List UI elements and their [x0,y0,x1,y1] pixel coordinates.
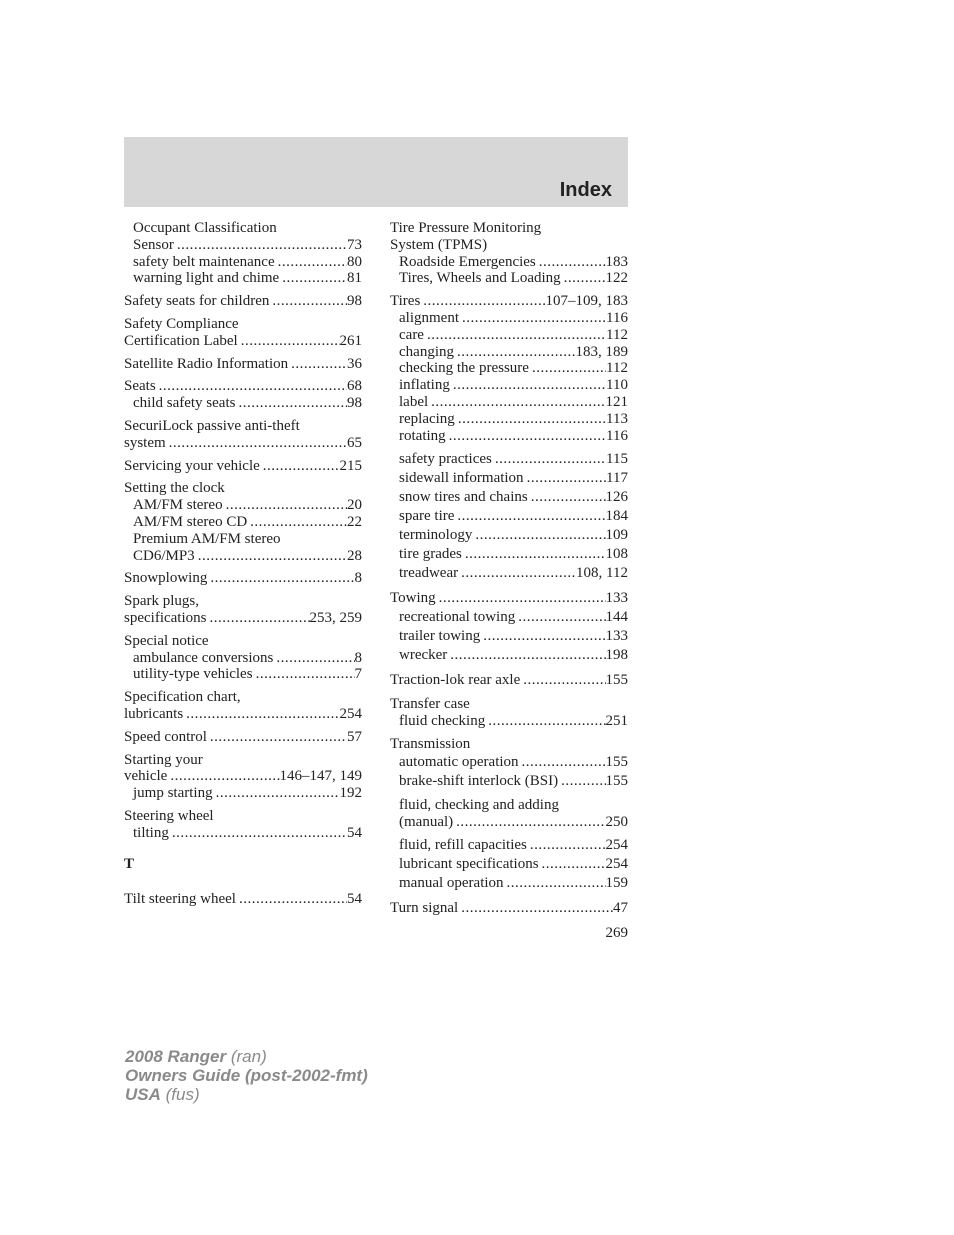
dot-leader [561,772,605,791]
index-term-text: inflating [399,377,450,394]
footer-guide: Owners Guide (post-2002-fmt) [125,1066,368,1085]
index-term: Tire Pressure Monitoring [390,220,542,236]
index-subentry [124,650,362,667]
index-term-text: Sensor [133,236,174,253]
index-entry [124,220,362,287]
index-term-text: automatic operation [399,753,519,770]
dot-leader [532,360,606,377]
index-term-text: specifications [124,609,207,626]
dot-leader [186,706,339,723]
index-subentry [390,488,628,507]
index-subentry [390,360,628,377]
dot-leader [291,356,347,373]
index-term-text: Turn signal [390,900,459,917]
dot-leader [475,526,605,545]
index-page-ref: 183 [605,253,628,270]
index-term-text: Seats [124,378,156,395]
dot-leader [427,327,606,344]
index-subentry [390,855,628,874]
index-term-text: Speed control [124,728,207,745]
index-page-ref: 121 [605,393,628,410]
index-subentry [124,785,362,802]
index-entry [124,729,362,746]
index-entry [124,689,362,723]
index-subentry [390,713,628,730]
index-term-text: Safety seats for children [124,293,270,310]
index-page-ref: 54 [347,890,362,907]
dot-leader [282,270,347,287]
dot-leader [458,411,606,428]
index-page-ref: 155 [605,672,628,689]
dot-leader [450,646,605,665]
dot-leader [449,428,606,445]
index-term [124,729,362,746]
index-term: Spark plugs, [124,593,199,610]
index-term-text: lubricants [124,705,184,722]
footer-model: 2008 Ranger [125,1047,227,1066]
dot-leader [527,469,606,488]
index-entry [390,696,628,730]
footer-line-2 [125,1066,368,1085]
index-term-text: spare tire [399,508,455,525]
index-term [124,610,362,627]
index-term-text: Servicing your vehicle [124,457,260,474]
index-subentry [124,270,362,287]
index-page-ref: 116 [606,427,628,444]
index-page-ref: 20 [347,497,362,514]
index-term [124,293,362,310]
index-subentry [124,497,362,514]
index-page-ref: 155 [605,753,628,770]
index-subentry [390,507,628,526]
dot-leader [483,627,605,646]
index-page-ref: 253, 259 [309,609,362,626]
dot-leader [250,514,347,531]
index-term-text: trailer towing [399,628,481,645]
dot-leader [542,855,606,874]
index-page-ref: 115 [606,451,628,468]
index-subentry [124,395,362,412]
index-page-ref: 113 [606,410,628,427]
dot-leader [210,570,354,587]
index-subentry [390,608,628,627]
index-term [124,891,362,908]
index-page-ref: 250 [605,813,628,830]
index-entry [124,570,362,587]
dot-leader [523,671,605,690]
index-term-text: wrecker [399,647,448,664]
index-page-ref: 108, 112 [576,565,628,582]
dot-leader [456,814,605,831]
index-term-text: Tires [390,293,421,310]
index-page-ref: 155 [605,772,628,789]
dot-leader [239,891,347,908]
dot-leader [169,435,347,452]
dot-leader [276,650,354,667]
dot-leader [209,610,309,627]
index-page-ref: 122 [605,270,628,287]
index-page-ref: 65 [347,434,362,451]
dot-leader [210,729,347,746]
index-column-left [124,220,362,913]
index-page-ref: 126 [605,489,628,506]
index-entry [124,633,362,683]
index-term-text: Snowplowing [124,570,208,587]
index-page-ref: 107–109, 183 [545,293,628,310]
index-header-band [124,137,628,207]
index-term-text: safety belt maintenance [133,253,275,270]
index-term-text: Tires, Wheels and Loading [399,270,561,287]
index-subentry [390,394,628,411]
index-term: Steering wheel [124,807,214,824]
dot-leader [488,713,605,730]
index-page-ref: 144 [605,609,628,626]
footer-model-code: (ran) [230,1047,267,1066]
index-subentry [124,514,362,531]
index-page-ref: 8 [354,570,362,587]
index-term-text: sidewall information [399,470,524,487]
index-page-ref: 54 [347,824,362,841]
index-term-text: Roadside Emergencies [399,253,536,270]
index-term [390,293,628,310]
dot-leader [465,545,606,564]
index-term-text: alignment [399,309,459,326]
index-term [390,671,628,690]
dot-leader [241,333,340,350]
index-page-ref: 36 [347,355,362,372]
index-term-text: AM/FM stereo [133,497,223,514]
index-subentry: Occupant Classification [133,220,277,236]
index-term [124,458,362,475]
index-page-ref: 183, 189 [575,343,628,360]
index-term-text: brake-shift interlock (BSI) [399,772,559,789]
index-entry [124,752,362,802]
page-number: 269 [605,925,628,941]
index-term: Special notice [124,632,209,649]
index-term-text: AM/FM stereo CD [133,513,248,530]
index-page-ref: 98 [347,395,362,412]
index-term: Setting the clock [124,480,225,497]
index-page-ref: 117 [606,470,628,487]
dot-leader [263,458,340,475]
index-term-text: checking the pressure [399,360,529,377]
index-term-text: child safety seats [133,395,236,412]
footer-region-code: (fus) [165,1085,200,1104]
index-subentry [390,627,628,646]
index-entry [124,316,362,350]
index-term-text: Satellite Radio Information [124,355,289,372]
dot-leader [177,237,347,254]
index-term-text: Certification Label [124,332,238,349]
index-page-ref: 47 [613,900,628,917]
dot-leader [238,395,347,412]
dot-leader [495,450,606,469]
index-term-text: Towing [390,590,436,607]
index-subentry [390,411,628,428]
index-term-text: label [399,393,429,410]
index-page-ref: 192 [339,785,362,802]
index-entry [124,293,362,310]
index-term-text: recreational towing [399,609,516,626]
dot-leader [439,589,606,608]
index-term-text: manual operation [399,875,504,892]
index-subentry [390,327,628,344]
index-column-right [390,220,628,924]
index-section-letter: T [124,855,135,872]
index-page-ref: 261 [339,332,362,349]
index-term-text: Tilt steering wheel [124,890,236,907]
dot-leader [539,254,606,271]
index-subentry [390,344,628,361]
index-term: Specification chart, [124,689,241,706]
index-page-ref: 73 [347,236,362,253]
index-page-ref: 98 [347,293,362,310]
index-entry [390,836,628,893]
index-term [124,356,362,373]
index-subentry [390,545,628,564]
index-term [124,570,362,587]
index-term: Starting your [124,751,203,768]
index-page-ref: 184 [605,508,628,525]
index-subentry [390,564,628,583]
dot-leader [172,825,347,842]
index-subentry [124,666,362,683]
index-term [390,589,628,608]
index-subentry: Premium AM/FM stereo [133,530,281,547]
index-term-text: lubricant specifications [399,856,539,873]
index-subentry [390,450,628,469]
index-entry [390,220,628,287]
index-term: Transmission [390,735,471,752]
index-subentry [390,646,628,665]
index-term [124,378,362,395]
index-page-ref: 159 [605,875,628,892]
dot-leader [530,836,606,855]
dot-leader [522,753,606,772]
index-term-text: terminology [399,527,473,544]
index-page-ref: 133 [605,590,628,607]
dot-leader [507,874,606,893]
footer-line-1 [125,1047,368,1066]
index-subentry [390,469,628,488]
index-entry [390,450,628,583]
document-footer [125,1047,368,1104]
index-subentry [390,377,628,394]
index-entry [124,418,362,452]
index-subentry: fluid, checking and adding [399,796,559,813]
index-entry [124,458,362,475]
dot-leader [461,899,613,918]
index-term [390,899,628,918]
index-entry [390,797,628,831]
index-term-text: fluid, refill capacities [399,837,527,854]
dot-leader [278,254,347,271]
index-page-ref: 110 [606,377,628,394]
index-term: Transfer case [390,696,470,713]
index-subentry [390,310,628,327]
index-page-ref: 80 [347,253,362,270]
index-page-ref: 251 [605,713,628,730]
dot-leader [457,344,576,361]
index-page-ref: 116 [606,309,628,326]
dot-leader [272,293,347,310]
index-term-text: treadwear [399,565,459,582]
dot-leader [453,377,606,394]
footer-region: USA [125,1085,161,1104]
index-term-text: safety practices [399,451,492,468]
index-page-ref: 8 [354,649,362,666]
index-subentry [390,428,628,445]
index-term-text: warning light and chime [133,270,280,287]
index-term-text: snow tires and chains [399,489,528,506]
index-term-text: fluid checking [399,713,486,730]
index-page-ref: 22 [347,513,362,530]
index-page-ref: 215 [339,457,362,474]
dot-leader [159,378,347,395]
index-entry [390,293,628,444]
index-page-ref: 112 [606,326,628,343]
index-term-text: system [124,434,166,451]
index-term-text: (manual) [399,813,454,830]
index-entry [390,671,628,690]
index-page-ref: 57 [347,728,362,745]
index-subentry [390,753,628,772]
index-subentry [390,526,628,545]
index-term [124,706,362,723]
index-subentry [390,836,628,855]
index-term-text: utility-type vehicles [133,666,253,683]
index-page-ref: 254 [339,705,362,722]
dot-leader [423,293,545,310]
index-page-ref: 133 [605,628,628,645]
index-term-text: vehicle [124,768,168,785]
index-page-ref: 109 [605,527,628,544]
index-term: SecuriLock passive anti-theft [124,417,300,434]
index-term-text: replacing [399,410,455,427]
dot-leader [462,310,606,327]
dot-leader [170,768,279,785]
index-entry [124,593,362,627]
index-term-text: rotating [399,427,446,444]
index-entry [124,808,362,842]
page-title: Index [559,179,612,201]
index-subentry [390,814,628,831]
index-term: Safety Compliance [124,315,239,332]
index-subentry [390,772,628,791]
index-term-text: CD6/MP3 [133,547,195,564]
index-term-text: jump starting [133,785,213,802]
dot-leader [457,507,605,526]
index-entry [124,891,362,908]
index-page-ref: 28 [347,547,362,564]
dot-leader [431,394,605,411]
index-entry [124,378,362,412]
index-subentry [124,548,362,565]
index-page-ref: 68 [347,378,362,395]
index-term-text: tire grades [399,546,462,563]
index-entry [390,899,628,918]
dot-leader [461,564,576,583]
index-entry [124,480,362,564]
index-page-ref: 7 [354,666,362,683]
index-page-ref: 198 [605,647,628,664]
index-subentry [390,270,628,287]
index-term [124,435,362,452]
footer-line-3 [125,1085,368,1104]
index-term-text: ambulance conversions [133,649,274,666]
dot-leader [564,270,606,287]
dot-leader [226,497,347,514]
index-term: System (TPMS) [390,236,488,253]
dot-leader [216,785,340,802]
index-term-text: tilting [133,824,169,841]
index-entry [390,589,628,665]
dot-leader [518,608,605,627]
index-term [124,768,362,785]
index-page-ref: 254 [605,837,628,854]
index-term [124,333,362,350]
index-subentry [390,254,628,271]
index-subentry [124,254,362,271]
index-term-text: Traction-lok rear axle [390,672,521,689]
index-page-ref: 254 [605,856,628,873]
index-subentry [390,874,628,893]
index-entry [390,736,628,791]
index-page-ref: 112 [606,360,628,377]
index-page-ref: 146–147, 149 [279,768,362,785]
index-page-ref: 108 [605,546,628,563]
dot-leader [256,666,355,683]
index-term-text: changing [399,343,454,360]
index-page-ref: 81 [347,270,362,287]
index-term-text: care [399,326,424,343]
index-subentry [124,825,362,842]
index-subentry [124,237,362,254]
index-entry [124,356,362,373]
dot-leader [198,548,347,565]
dot-leader [531,488,606,507]
